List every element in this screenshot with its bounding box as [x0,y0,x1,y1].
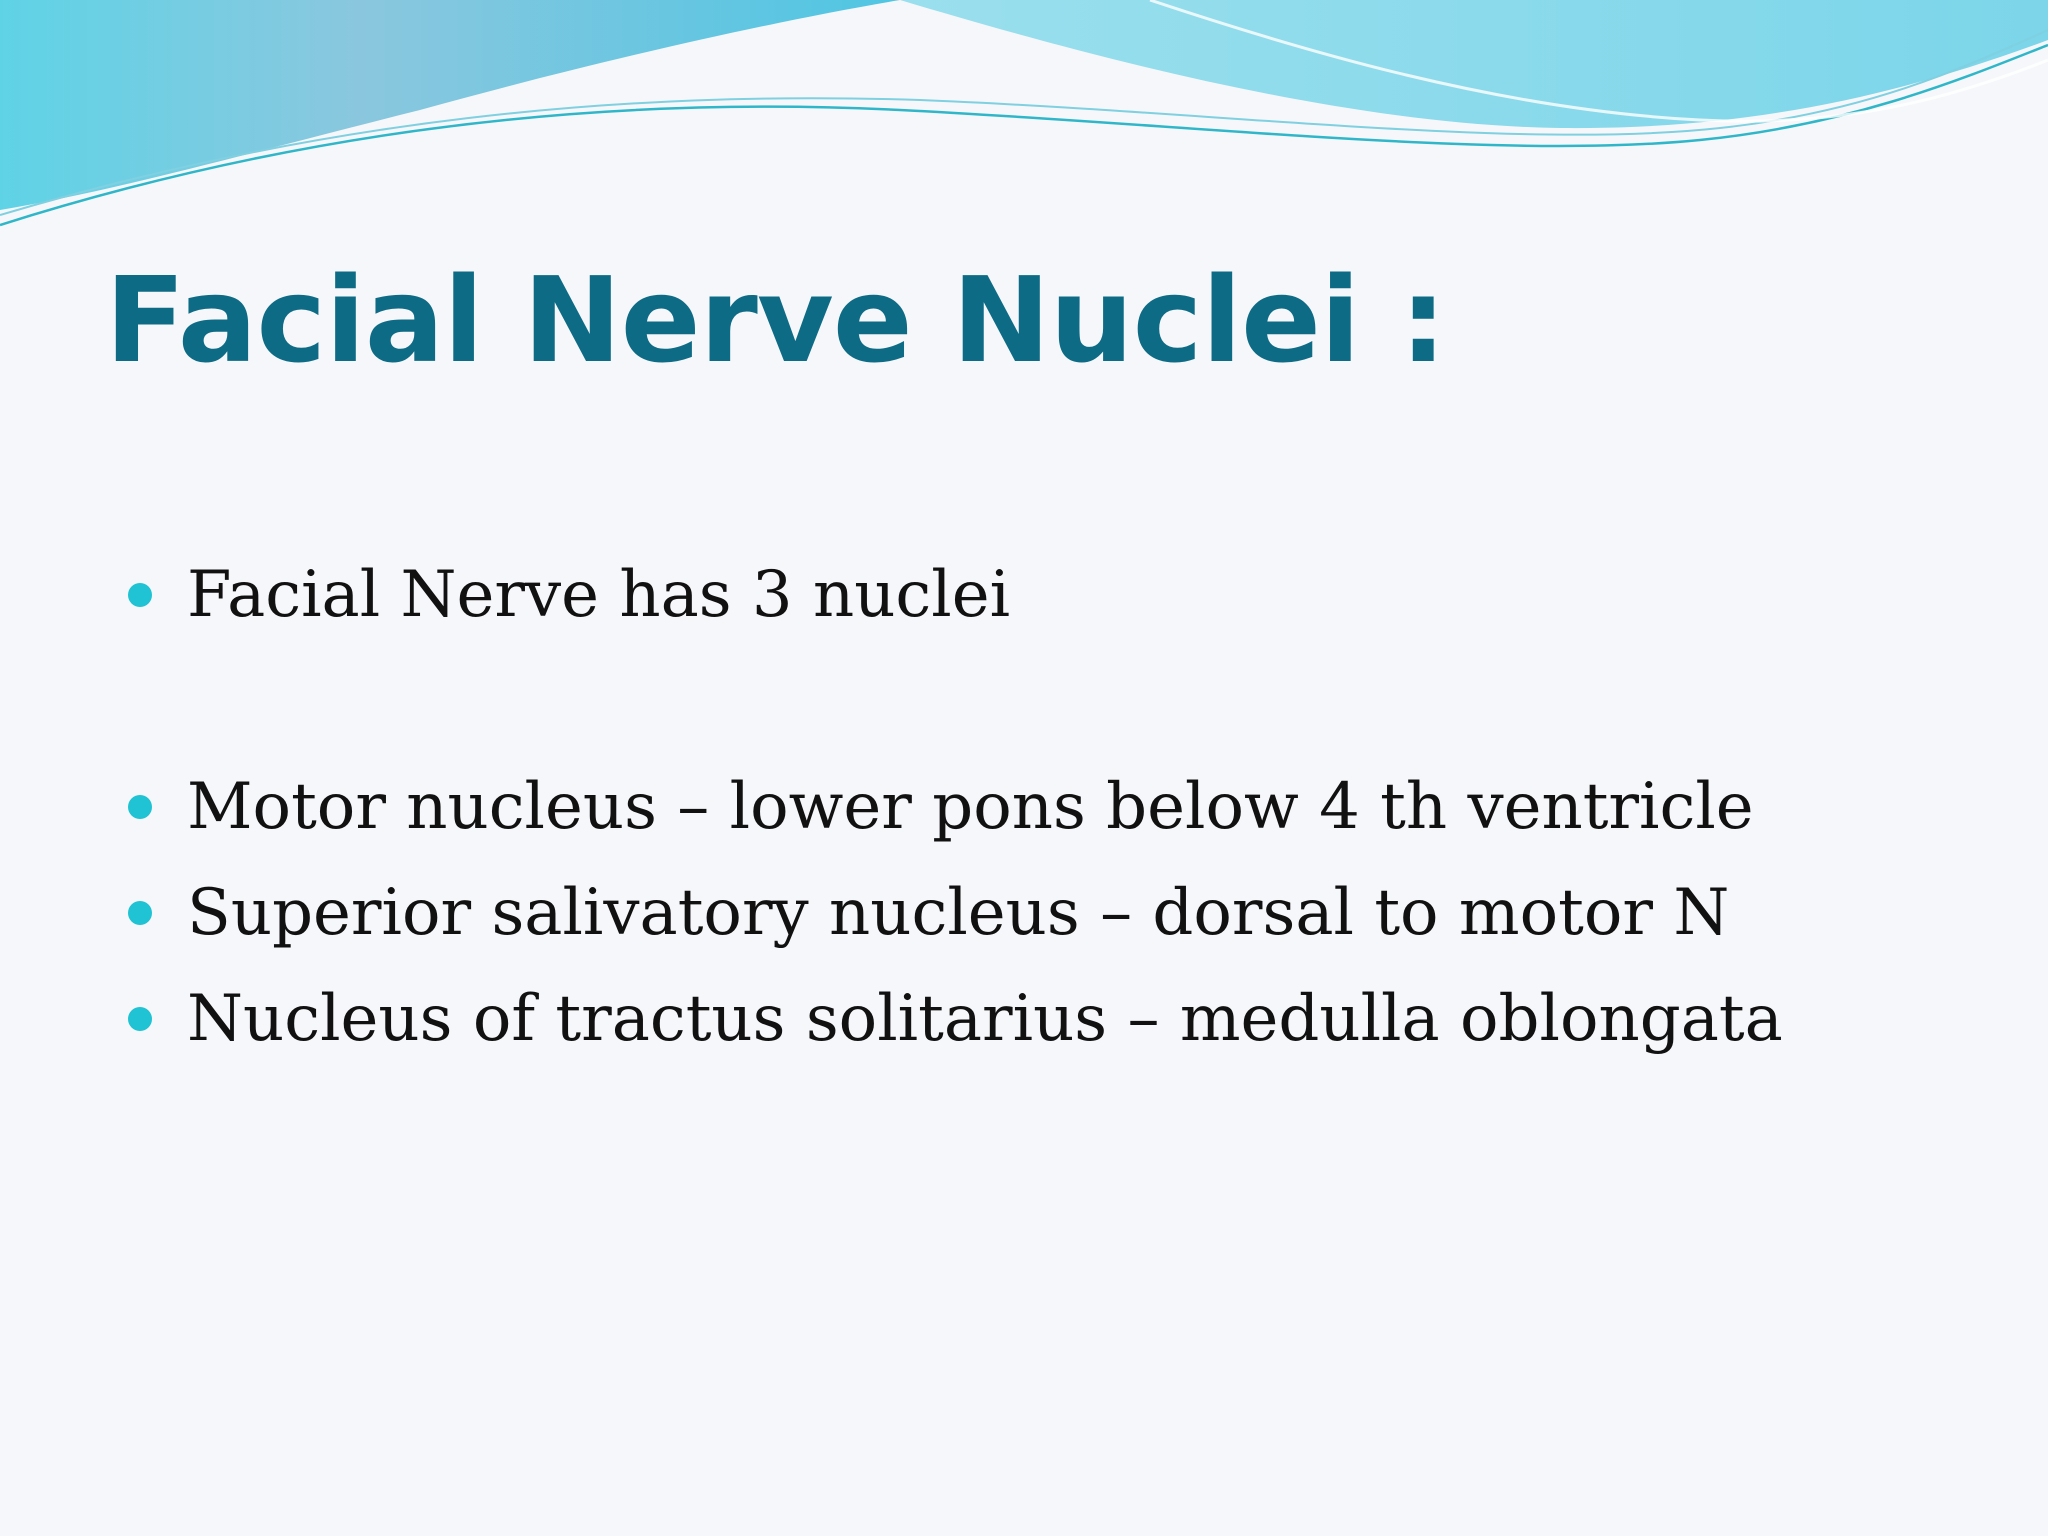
bullet-item [128,863,1729,963]
bullet-text: Nucleus of tractus solitarius – medulla oblongata [187,982,1783,1056]
bullet-item [128,969,1783,1069]
bullet-item [128,545,1010,645]
bullet-text: Facial Nerve has 3 nuclei [187,558,1011,632]
bullet-dot-icon [128,583,152,607]
bullet-dot-icon [128,1007,152,1031]
bullet-dot-icon [128,795,152,819]
bullet-dot-icon [128,901,152,925]
slide-title: Facial Nerve Nuclei : [105,251,1446,389]
bullet-text: Motor nucleus – lower pons below 4 th ventricle [187,770,1754,844]
bullet-text: Superior salivatory nucleus – dorsal to motor N [187,876,1730,950]
bullet-item [128,757,1754,857]
